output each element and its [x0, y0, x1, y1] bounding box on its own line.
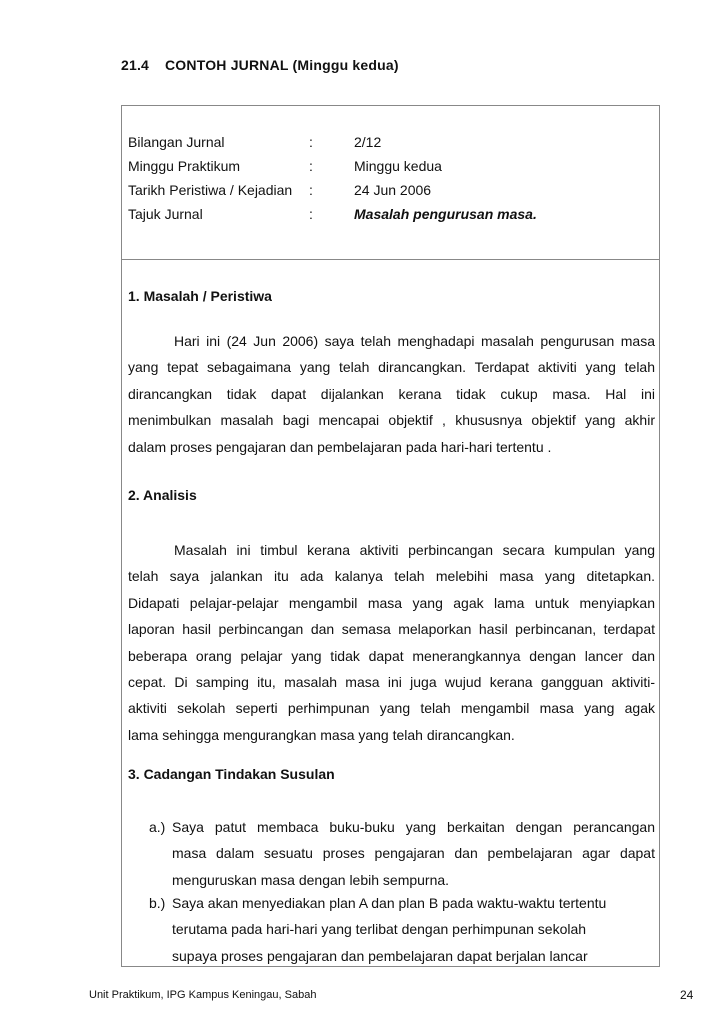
info-value: 2/12 [354, 134, 382, 150]
journal-box [121, 105, 660, 967]
heading-title: CONTOH JURNAL (Minggu kedua) [165, 57, 399, 73]
info-colon: : [309, 158, 313, 174]
section-body-analisis [128, 537, 655, 748]
journal-info-panel [122, 106, 659, 260]
text-line: dirancangkan tidak dapat dijalankan kerana tidak cukup masa. Hal ini [128, 385, 655, 402]
text-line: aktiviti sekolah seperti perhimpunan yang telah mengambil masa yang agak [128, 700, 655, 717]
section-title-cadangan: 3. Cadangan Tindakan Susulan [128, 766, 335, 782]
text-line: yang tepat sebagaimana yang telah dirancangkan. Terdapat aktiviti yang telah [128, 359, 655, 376]
info-label: Bilangan Jurnal [128, 134, 225, 150]
text-line: laporan hasil perbincangan dan semasa melaporkan hasil perbincanan, terdapat [128, 621, 655, 638]
list-item-text [172, 890, 655, 969]
text-line: Saya akan menyediakan plan A dan plan B pada waktu-waktu tertentu [172, 895, 607, 911]
footer-institution: Unit Praktikum, IPG Kampus Keningau, Sabah [89, 989, 317, 1001]
text-line: Didapati pelajar-pelajar mengambil masa yang agak lama untuk menyiapkan [128, 594, 655, 611]
info-value: Minggu kedua [354, 158, 442, 174]
text-line: terutama pada hari-hari yang terlibat dengan perhimpunan sekolah [172, 921, 587, 938]
page-number: 24 [680, 988, 694, 1002]
info-colon: : [309, 182, 313, 198]
text-line: menguruskan masa dengan lebih sempurna. [172, 871, 450, 888]
info-label: Tarikh Peristiwa / Kejadian [128, 182, 293, 198]
text-line: cepat. Di samping itu, masalah masa ini juga wujud kerana gangguan aktiviti- [128, 673, 655, 690]
text-line: Hari ini (24 Jun 2006) saya telah menghadapi masalah pengurusan masa [174, 333, 655, 349]
text-line: masa dalam sesuatu proses pengajaran dan pembelajaran agar dapat [172, 845, 655, 862]
section-title-analisis: 2. Analisis [128, 487, 197, 503]
info-label: Minggu Praktikum [128, 158, 241, 174]
section-body-masalah [128, 328, 655, 460]
info-label: Tajuk Jurnal [128, 206, 203, 222]
text-line: Saya patut membaca buku-buku yang berkaitan dengan perancangan [172, 819, 655, 835]
text-line: dalam proses pengajaran dan pembelajaran pada hari-hari tertentu . [128, 438, 552, 455]
info-colon: : [309, 206, 313, 222]
list-marker: a.) [149, 819, 166, 835]
text-line: telah saya jalankan itu ada kalanya telah melebihi masa yang ditetapkan. [128, 568, 655, 585]
text-line: supaya proses pengajaran dan pembelajaran dapat berjalan lancar [172, 947, 588, 964]
text-line: beberapa orang pelajar yang tidak dapat menerangkannya dengan lancer dan [128, 647, 655, 664]
text-line: menimbulkan masalah bagi mencapai objektif , khususnya objektif yang akhir [128, 412, 655, 429]
text-line: lama sehingga mengurangkan masa yang telah dirancangkan. [128, 726, 515, 743]
heading-number: 21.4 [121, 57, 150, 73]
info-value: Masalah pengurusan masa. [354, 206, 537, 222]
list-item-text [172, 814, 655, 893]
section-title-masalah: 1. Masalah / Peristiwa [128, 288, 272, 304]
text-line: Masalah ini timbul kerana aktiviti perbincangan secara kumpulan yang [174, 542, 655, 558]
section-heading [121, 57, 399, 73]
info-colon: : [309, 134, 313, 150]
info-value: 24 Jun 2006 [354, 182, 432, 198]
list-marker: b.) [149, 895, 166, 911]
